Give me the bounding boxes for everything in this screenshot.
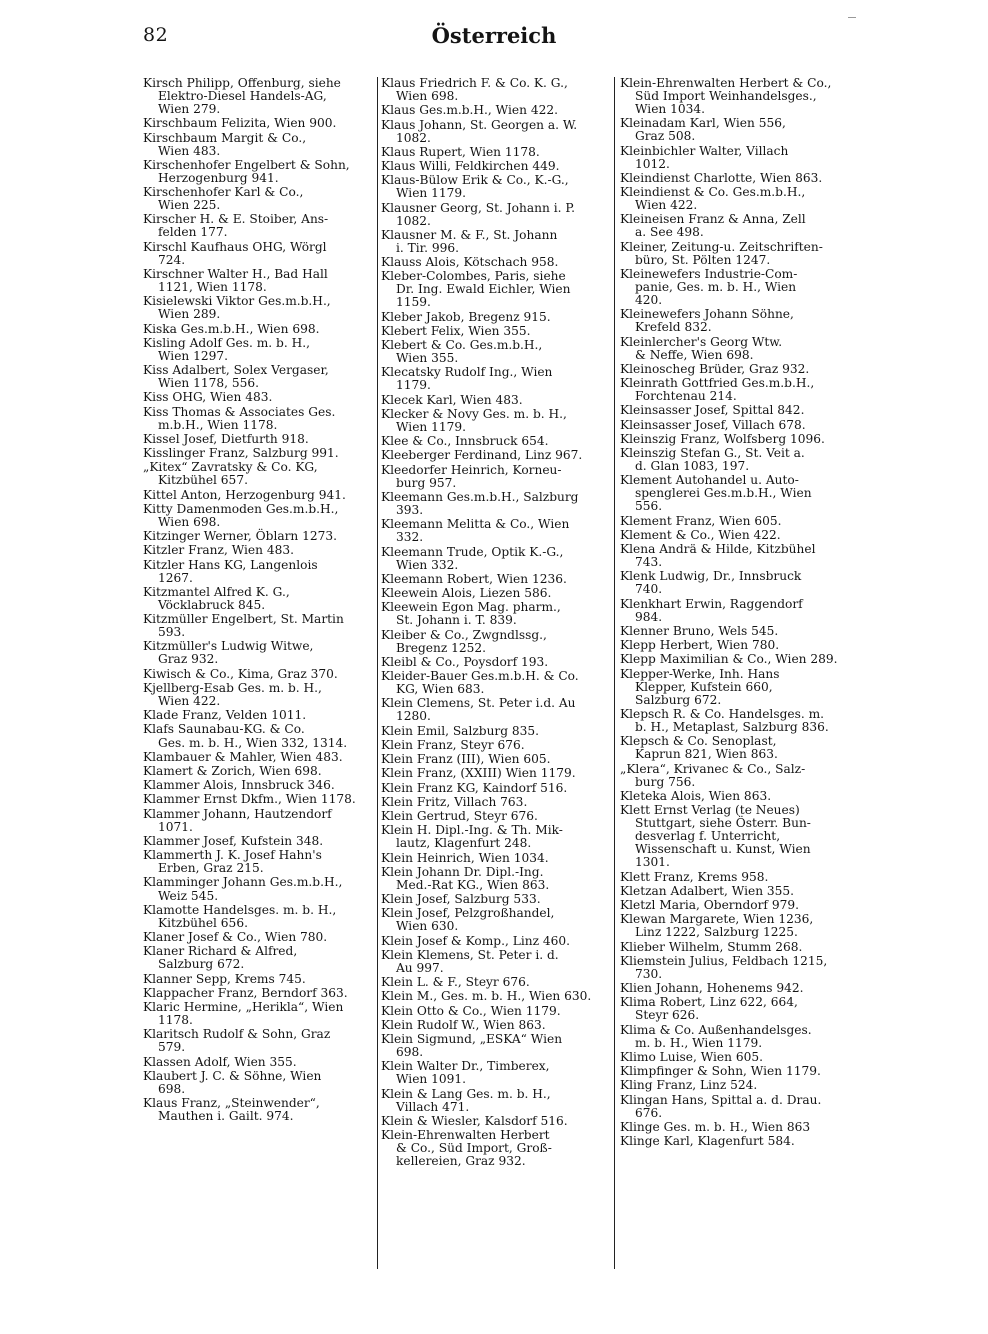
directory-entry: Kleeberger Ferdinand, Linz 967. [381, 448, 583, 463]
directory-entry: Klein Klemens, St. Peter i. d. Au 997. [381, 947, 559, 975]
directory-entry: Klein Gertrud, Steyr 676. [381, 809, 538, 824]
directory-entry: Klauss Alois, Kötschach 958. [381, 255, 559, 270]
directory-entry: Kiska Ges.m.b.H., Wien 698. [143, 321, 320, 336]
directory-entry: Klein Johann Dr. Dipl.-Ing. Med.-Rat KG., Wien 863. [381, 864, 550, 892]
directory-entry: Kleiner, Zeitung-u. Zeitschriften- büro, St. Pölten 1247. [620, 239, 823, 267]
directory-entry: Klebert & Co. Ges.m.b.H., Wien 355. [381, 338, 543, 366]
directory-entry: Klein M., Ges. m. b. H., Wien 630. [381, 989, 592, 1004]
directory-entry: Kleemann Melitta & Co., Wien 332. [381, 517, 570, 545]
directory-entry: Kleewein Egon Mag. pharm., St. Johann i. T. 839. [381, 600, 561, 628]
directory-entry: Kirschenhofer Engelbert & Sohn, Herzogenburg 941. [143, 157, 350, 185]
directory-entry: Klein Josef, Pelzgroßhandel, Wien 630. [381, 906, 555, 934]
directory-entry: Klein H. Dipl.-Ing. & Th. Mik- lautz, Klagenfurt 248. [381, 823, 563, 851]
directory-entry: Klement & Co., Wien 422. [620, 527, 781, 542]
directory-entry: Kleemann Ges.m.b.H., Salzburg 393. [381, 489, 579, 518]
directory-entry: Klingan Hans, Spittal a. d. Drau. 676. [620, 1092, 822, 1120]
directory-entry: Kirschbaum Margit & Co., Wien 483. [143, 130, 307, 158]
directory-entry: Kleindienst Charlotte, Wien 863. [620, 170, 823, 185]
directory-entry: Klein-Ehrenwalten Herbert & Co., Süd Import, Groß- kellereien, Graz 932. [381, 1128, 552, 1169]
directory-entry: Kiss OHG, Wien 483. [143, 390, 273, 405]
directory-entry: Klaner Richard & Alfred, Salzburg 672. [143, 944, 298, 972]
page-number: 82 [143, 24, 169, 46]
directory-entry: Klein Franz, (XXIII) Wien 1179. [381, 766, 576, 781]
directory-entry: Kisslinger Franz, Salzburg 991. [143, 446, 339, 461]
directory-entry: Kletzan Adalbert, Wien 355. [620, 883, 795, 898]
directory-entry: Klepsch & Co. Senoplast, Kaprun 821, Wien 863. [620, 734, 778, 762]
directory-entry: Klaus Rupert, Wien 1178. [381, 144, 540, 159]
directory-entry: Klaubert J. C. & Söhne, Wien 698. [143, 1068, 322, 1096]
directory-entry: Kiss Adalbert, Solex Vergaser, Wien 1178, 556. [143, 363, 329, 391]
directory-entry: Klein & Wiesler, Kalsdorf 516. [381, 1113, 568, 1128]
directory-entry: Kitzler Franz, Wien 483. [143, 543, 294, 558]
directory-entry: Klenner Bruno, Wels 545. [620, 624, 779, 638]
directory-entry: Klappacher Franz, Berndorf 363. [143, 985, 348, 1000]
directory-entry: Kisling Adolf Ges. m. b. H., Wien 1297. [143, 335, 310, 363]
directory-entry: Klaric Hermine, „Herikla“, Wien 1178. [143, 1000, 344, 1028]
directory-entry: Klein Franz KG, Kaindorf 516. [381, 780, 568, 795]
page-title: Österreich [431, 23, 557, 48]
directory-entry: Klenk Ludwig, Dr., Innsbruck 740. [620, 569, 802, 597]
directory-entry: Klein Josef & Komp., Linz 460. [381, 933, 571, 948]
column-right [620, 77, 848, 1149]
directory-entry: „Klera“, Krivanec & Co., Salz- burg 756. [620, 761, 806, 789]
directory-entry: Kitzler Hans KG, Langenlois 1267. [143, 557, 318, 585]
directory-entry: Klaus Johann, St. Georgen a. W. 1082. [381, 117, 578, 145]
directory-entry: Klimo Luise, Wien 605. [620, 1049, 764, 1064]
directory-entry: Kittel Anton, Herzogenburg 941. [143, 487, 346, 502]
directory-entry: Kleiber & Co., Zwgndlssg., Bregenz 1252. [381, 627, 547, 655]
directory-entry: Klafs Saunabau-KG. & Co. Ges. m. b. H., Wien 332, 1314. [143, 722, 348, 750]
directory-entry: Kitty Damenmoden Ges.m.b.H., Wien 698. [143, 501, 339, 529]
directory-entry: Kleindienst & Co. Ges.m.b.H., Wien 422. [620, 185, 806, 213]
directory-entry: Kiss Thomas & Associates Ges. m.b.H., Wien 1178. [143, 404, 336, 432]
directory-entry: Klammer Josef, Kufstein 348. [143, 833, 324, 848]
directory-entry: Klima Robert, Linz 622, 664, Steyr 626. [620, 995, 798, 1023]
directory-entry: Kleinszig Franz, Wolfsberg 1096. [620, 431, 825, 446]
directory-entry: Kisielewski Viktor Ges.m.b.H., Wien 289. [143, 294, 331, 322]
directory-entry: Kiwisch & Co., Kima, Graz 370. [143, 666, 338, 681]
directory-entry: Klepp Maximilian & Co., Wien 289. [620, 652, 838, 667]
directory-entry: Klee & Co., Innsbruck 654. [381, 434, 549, 449]
directory-entry: Kjellberg-Esab Ges. m. b. H., Wien 422. [143, 680, 322, 708]
directory-entry: Klade Franz, Velden 1011. [143, 708, 307, 723]
directory-entry: Klein Clemens, St. Peter i.d. Au 1280. [381, 696, 576, 724]
directory-entry: Kitzmüller Engelbert, St. Martin 593. [143, 612, 344, 640]
directory-entry: Klaus Friedrich F. & Co. K. G., Wien 698. [381, 76, 568, 104]
column-rule [377, 77, 378, 1269]
directory-entry: Klein Walter Dr., Timberex, Wien 1091. [381, 1059, 550, 1087]
directory-entry: Kleinewefers Industrie-Com- panie, Ges. m. b. H., Wien 420. [620, 266, 798, 308]
directory-entry: Klewan Margarete, Wien 1236, Linz 1222, Salzburg 1225. [620, 912, 814, 940]
directory-entry: Kissel Josef, Dietfurth 918. [143, 431, 309, 446]
directory-entry: Kliemstein Julius, Feldbach 1215, 730. [620, 953, 828, 981]
directory-entry: Klien Johann, Hohenems 942. [620, 981, 804, 996]
directory-entry: Klanner Sepp, Krems 745. [143, 971, 306, 986]
directory-entry: Klein Fritz, Villach 763. [381, 794, 528, 809]
directory-entry: Kleemann Robert, Wien 1236. [381, 571, 567, 586]
directory-entry: Kleinrath Gottfried Ges.m.b.H., Forchtenau 214. [620, 376, 815, 404]
directory-entry: Kleinlercher's Georg Wtw. & Neffe, Wien 698. [620, 334, 783, 362]
directory-entry: Kirschbaum Felizita, Wien 900. [143, 116, 337, 131]
directory-entry: Klebert Felix, Wien 355. [381, 323, 531, 338]
directory-entry: Kletzl Maria, Oberndorf 979. [620, 898, 799, 912]
directory-entry: Klinge Ges. m. b. H., Wien 863 [620, 1119, 811, 1134]
directory-entry: Klein L. & F., Steyr 676. [381, 975, 530, 990]
directory-entry: Klein Otto & Co., Wien 1179. [381, 1003, 561, 1018]
column-left [143, 77, 373, 1124]
directory-entry: Kleinoscheg Brüder, Graz 932. [620, 361, 810, 376]
directory-entry: Klaus Franz, „Steinwender“, Mauthen i. Gailt. 974. [143, 1096, 320, 1124]
directory-entry: Klausner M. & F., St. Johann i. Tir. 996. [381, 227, 558, 255]
directory-entry: Klein Josef, Salzburg 533. [381, 892, 541, 907]
directory-entry: Klima & Co. Außenhandelsges. m. b. H., Wien 1179. [620, 1022, 812, 1050]
directory-entry: Kleinszig Stefan G., St. Veit a. d. Glan 1083, 197. [620, 446, 805, 474]
directory-entry: Kleewein Alois, Liezen 586. [381, 586, 552, 601]
column-rule [614, 77, 615, 1269]
directory-entry: Kleemann Trude, Optik K.-G., Wien 332. [381, 544, 564, 572]
corner-mark [848, 17, 856, 18]
directory-entry: Kirscher H. & E. Stoiber, Ans- felden 177. [143, 212, 329, 240]
directory-entry: Klassen Adolf, Wien 355. [143, 1054, 297, 1069]
directory-entry: Kitzmüller's Ludwig Witwe, Graz 932. [143, 639, 314, 667]
directory-entry: Klausner Georg, St. Johann i. P. 1082. [381, 200, 575, 228]
directory-entry: Klimpfinger & Sohn, Wien 1179. [620, 1064, 821, 1079]
directory-entry: Kleibl & Co., Poysdorf 193. [381, 654, 549, 669]
directory-entry: Klett Ernst Verlag (te Neues) Stuttgart, siehe Österr. Bun- desverlag f. Unterricht, Wissenschaft u. Kunst, Wien 1301. [620, 803, 811, 870]
directory-entry: Kleinsasser Josef, Villach 678. [620, 417, 806, 432]
directory-entry: Kleedorfer Heinrich, Korneu- burg 957. [381, 462, 562, 490]
directory-entry: Klecek Karl, Wien 483. [381, 392, 523, 407]
directory-entry: Klena Andrä & Hilde, Kitzbühel 743. [620, 542, 816, 570]
directory-entry: Klamert & Zorich, Wien 698. [143, 763, 322, 778]
directory-entry: Klammer Johann, Hautzendorf 1071. [143, 806, 332, 834]
directory-entry: Klenkhart Erwin, Raggendorf 984. [620, 596, 803, 624]
directory-entry: Kleider-Bauer Ges.m.b.H. & Co. KG, Wien 683. [381, 669, 579, 697]
directory-entry: Klein Heinrich, Wien 1034. [381, 850, 549, 865]
directory-entry: Kirschl Kaufhaus OHG, Wörgl 724. [143, 239, 327, 267]
directory-entry: Klein-Ehrenwalten Herbert & Co., Süd Import Weinhandelsges., Wien 1034. [620, 76, 832, 117]
directory-entry: Klein Emil, Salzburg 835. [381, 723, 540, 738]
directory-entry: Klepsch R. & Co. Handelsges. m. b. H., Metaplast, Salzburg 836. [620, 707, 829, 735]
directory-entry: Kitzinger Werner, Öblarn 1273. [143, 529, 338, 544]
directory-entry: Kleber-Colombes, Paris, siehe Dr. Ing. Ewald Eichler, Wien 1159. [381, 269, 571, 310]
directory-entry: Klein Rudolf W., Wien 863. [381, 1017, 546, 1032]
directory-entry: Klaus Willi, Feldkirchen 449. [381, 159, 560, 174]
directory-entry: Kleteka Alois, Wien 863. [620, 788, 772, 803]
directory-entry: Klein Franz, Steyr 676. [381, 737, 525, 752]
column-middle [381, 77, 609, 1169]
directory-entry: Kirschner Walter H., Bad Hall 1121, Wien 1178. [143, 266, 328, 295]
directory-entry: Klepp Herbert, Wien 780. [620, 638, 780, 653]
directory-entry: Klement Franz, Wien 605. [620, 513, 782, 528]
directory-entry: Kleinadam Karl, Wien 556, Graz 508. [620, 116, 786, 144]
directory-entry: Kirsch Philipp, Offenburg, siehe Elektro-Diesel Handels-AG, Wien 279. [143, 76, 341, 117]
directory-entry: Klaus Ges.m.b.H., Wien 422. [381, 103, 558, 118]
directory-entry: Kleinsasser Josef, Spittal 842. [620, 403, 805, 418]
directory-entry: Klammer Ernst Dkfm., Wien 1178. [143, 792, 356, 807]
directory-entry: Klein & Lang Ges. m. b. H., Villach 471. [381, 1086, 551, 1114]
directory-entry: Klaner Josef & Co., Wien 780. [143, 930, 328, 945]
directory-entry: Kitzmantel Alfred K. G., Vöcklabruck 845. [143, 584, 290, 612]
directory-entry: Kleinbichler Walter, Villach 1012. [620, 143, 789, 171]
directory-entry: Klecatsky Rudolf Ing., Wien 1179. [381, 365, 553, 393]
directory-entry: Kirschenhofer Karl & Co., Wien 225. [143, 185, 304, 213]
directory-entry: Klaritsch Rudolf & Sohn, Graz 579. [143, 1027, 331, 1055]
directory-entry: Kleinewefers Johann Söhne, Krefeld 832. [620, 307, 794, 335]
directory-entry: Klambauer & Mahler, Wien 483. [143, 749, 343, 764]
directory-entry: Klein Sigmund, „ESKA“ Wien 698. [381, 1032, 563, 1060]
directory-entry: Kleineisen Franz & Anna, Zell a. See 498. [620, 212, 806, 240]
directory-entry: Klaus-Bülow Erik & Co., K.-G., Wien 1179. [381, 173, 569, 201]
directory-entry: Klein Franz (III), Wien 605. [381, 752, 551, 767]
directory-entry: Klinge Karl, Klagenfurt 584. [620, 1134, 795, 1149]
directory-entry: Kling Franz, Linz 524. [620, 1078, 758, 1093]
directory-entry: Kleber Jakob, Bregenz 915. [381, 309, 551, 324]
directory-entry: Klepper-Werke, Inh. Hans Klepper, Kufstein 660, Salzburg 672. [620, 666, 780, 707]
directory-entry: Klement Autohandel u. Auto- spenglerei Ges.m.b.H., Wien 556. [620, 473, 812, 514]
directory-entry: Klamminger Johann Ges.m.b.H., Weiz 545. [143, 875, 343, 903]
directory-entry: Klammerth J. K. Josef Hahn's Erben, Graz 215. [143, 848, 322, 876]
directory-entry: Klecker & Novy Ges. m. b. H., Wien 1179. [381, 406, 567, 434]
directory-entry: Klieber Wilhelm, Stumm 268. [620, 939, 803, 954]
directory-entry: „Kitex“ Zavratsky & Co. KG, Kitzbühel 657. [143, 460, 318, 488]
directory-entry: Klett Franz, Krems 958. [620, 869, 769, 884]
directory-entry: Klammer Alois, Innsbruck 346. [143, 778, 335, 793]
directory-entry: Klamotte Handelsges. m. b. H., Kitzbühel 656. [143, 902, 337, 930]
